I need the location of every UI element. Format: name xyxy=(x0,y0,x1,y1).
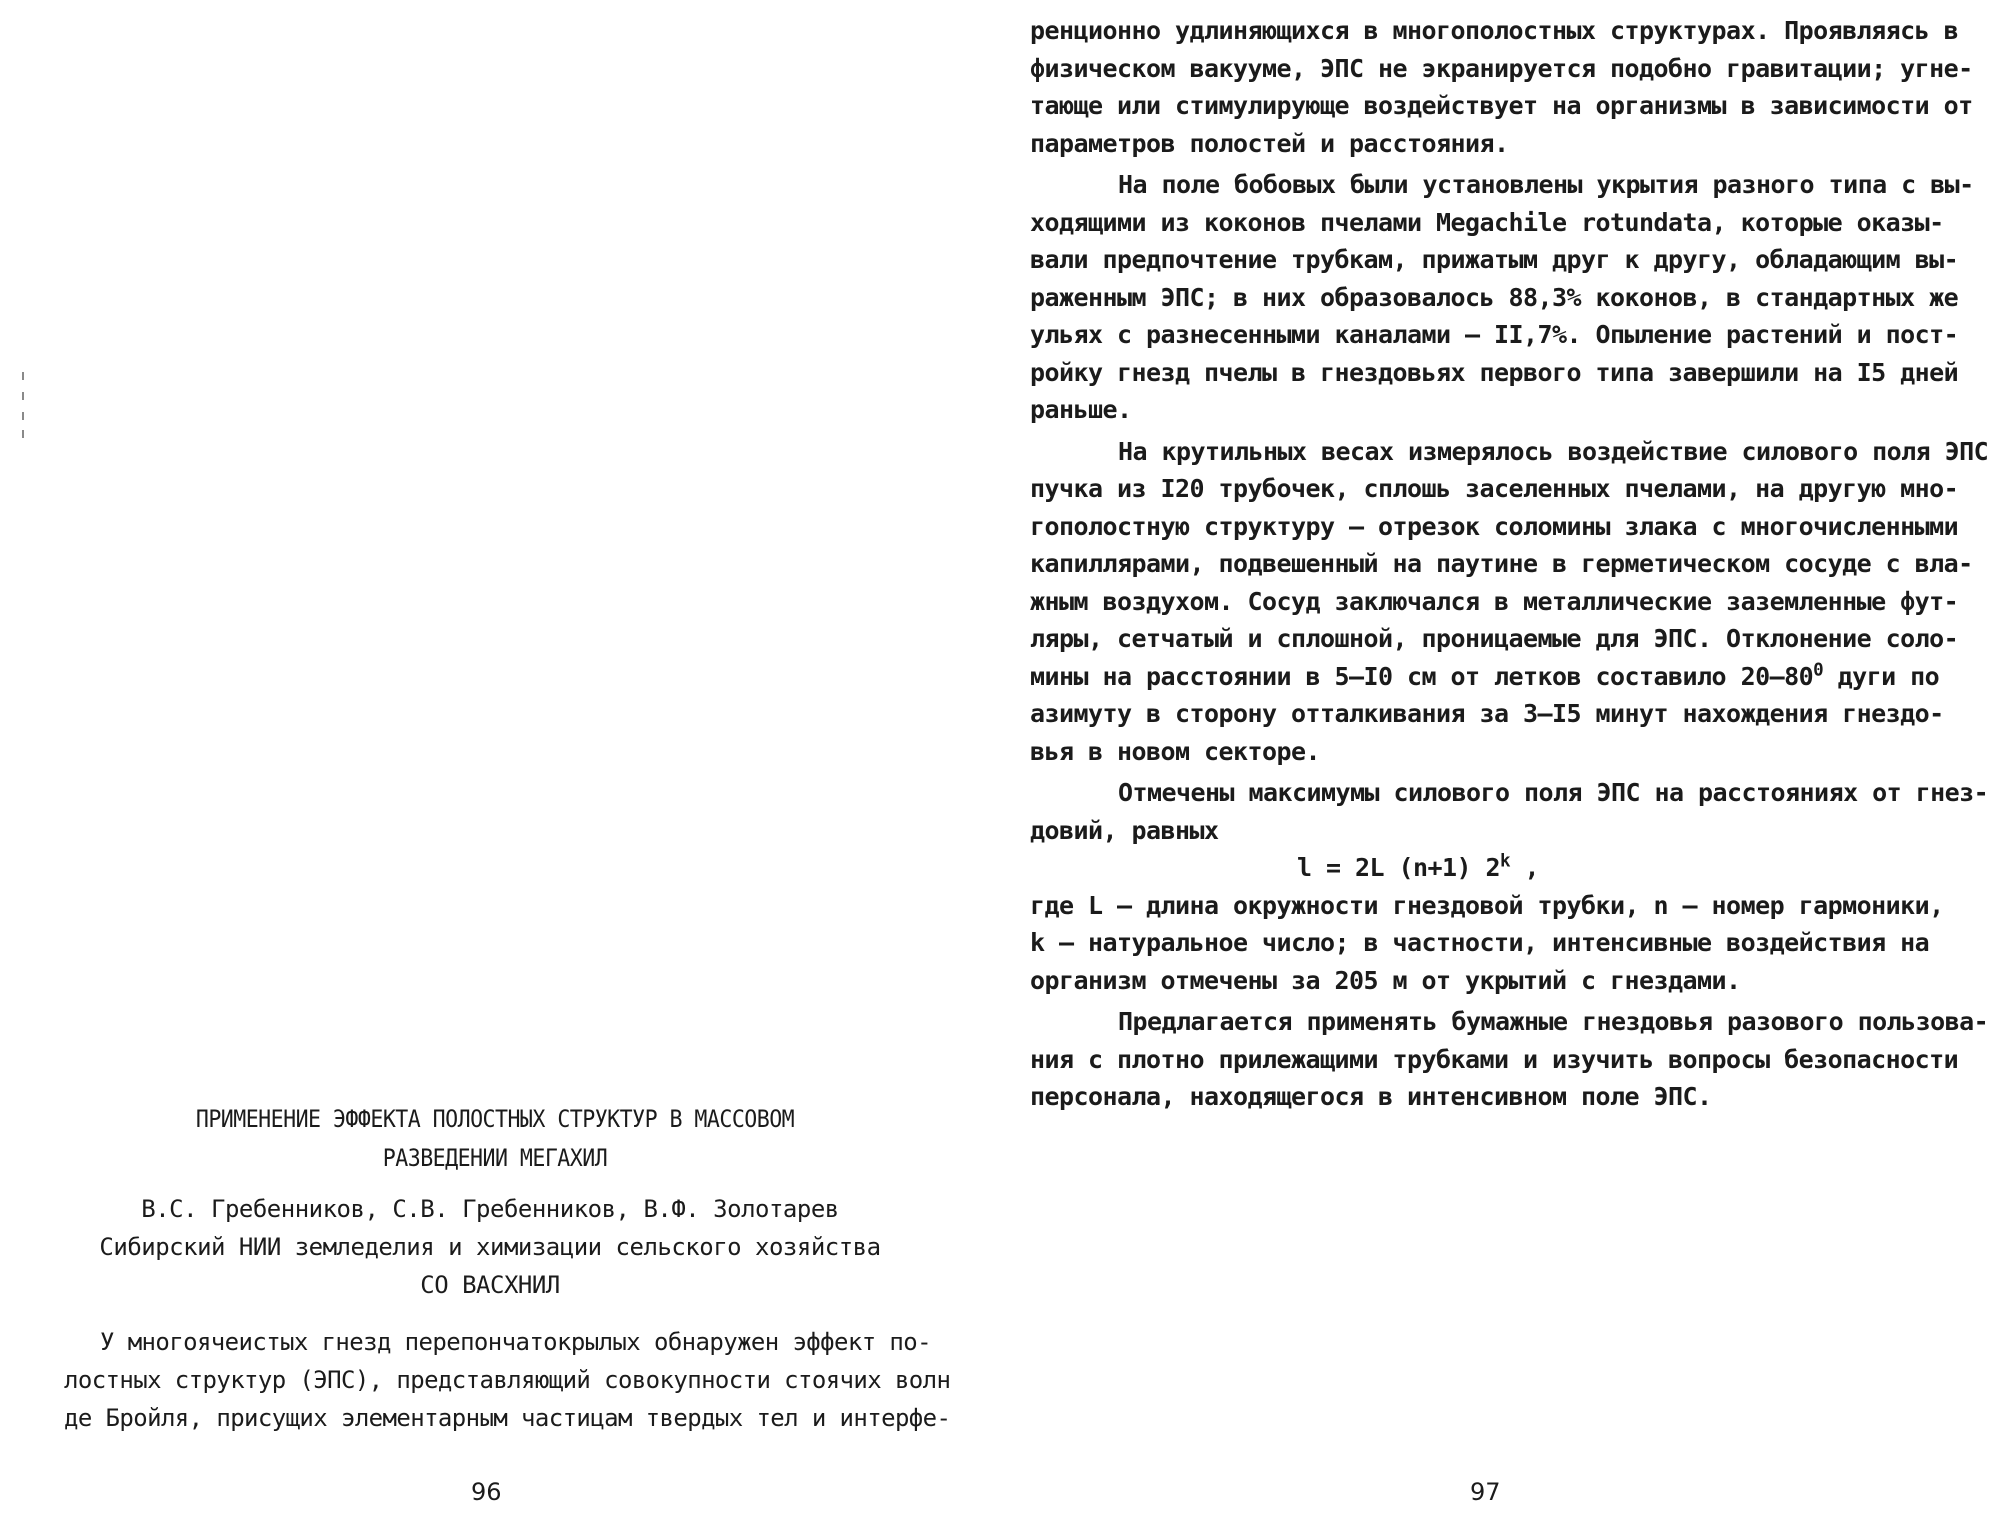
formula-exponent: k xyxy=(1500,851,1511,872)
body-line: капиллярами, подвешенный на паутине в герметическом сосуде с вла- xyxy=(1030,549,1973,578)
body-line: ляры, сетчатый и сплошной, проницаемые для ЭПС. Отклонение соло- xyxy=(1030,624,1959,653)
body-line: k – натуральное число; в частности, интенсивные воздействия на xyxy=(1030,928,1930,957)
right-body-text xyxy=(1030,12,1990,1116)
article-title-line: РАЗВЕДЕНИИ МЕГАХИЛ xyxy=(382,1144,608,1172)
body-line: На крутильных весах измерялось воздействие силового поля ЭПС xyxy=(1118,436,1989,466)
article-title xyxy=(131,1100,860,1178)
body-line: тающе или стимулирующе воздействует на организмы в зависимости от xyxy=(1030,91,1973,120)
body-line: лостных структур (ЭПС), представляющий совокупности стоячих волн xyxy=(64,1366,951,1394)
body-line: персонала, находящегося в интенсивном поле ЭПС. xyxy=(1030,1082,1712,1111)
body-line: Предлагается применять бумажные гнездовья разового пользова- xyxy=(1118,1007,1989,1036)
authors: В.С. Гребенников, С.В. Гребенников, В.Ф. Золотарев xyxy=(141,1195,839,1223)
body-line xyxy=(1030,658,1990,696)
body-line: организм отмечены за 205 м от укрытий с гнездами. xyxy=(1030,965,1741,995)
body-line: раженным ЭПС; в них образовалось 88,3% коконов, в стандартных же xyxy=(1030,282,1959,312)
scan-speck xyxy=(22,430,24,438)
body-line: На поле бобовых были установлены укрытия разного типа с вы- xyxy=(1118,170,1974,199)
authors-block xyxy=(40,1190,940,1304)
body-line: Отмечены максимумы силового поля ЭПС на расстояниях от гнез- xyxy=(1118,778,1989,807)
formula-text: l = 2L (n+1) 2 xyxy=(1297,853,1501,882)
body-line: гополостную структуру – отрезок соломины злака с многочисленными xyxy=(1030,511,1959,541)
body-line: де Бройля, присущих элементарным частицам твердых тел и интерфе- xyxy=(64,1404,951,1432)
body-line: ния с плотно прилежащими трубками и изучить вопросы безопасности xyxy=(1030,1044,1959,1074)
body-line-text: мины на расстоянии в 5–I0 см от летков составило 20–80 xyxy=(1030,661,1814,691)
body-line: ходящими из коконов пчелами Megachile rotundata, которые оказы- xyxy=(1030,207,1944,237)
body-line: параметров полостей и расстояния. xyxy=(1030,128,1509,158)
formula xyxy=(1030,849,1990,887)
scan-speck xyxy=(22,392,24,400)
body-line: пучка из I20 трубочек, сплошь заселенных пчелами, на другую мно- xyxy=(1030,474,1959,503)
scan-speck xyxy=(22,372,24,380)
page-number: 96 xyxy=(471,1478,502,1506)
body-line: вали предпочтение трубкам, прижатым друг к другу, обладающим вы- xyxy=(1030,245,1959,274)
body-line: жным воздухом. Сосуд заключался в металлические заземленные фут- xyxy=(1030,586,1959,616)
body-line: ройку гнезд пчелы в гнездовьях первого типа завершили на I5 дней xyxy=(1030,357,1959,387)
scan-speck xyxy=(22,412,24,420)
body-line: У многоячеистых гнезд перепончатокрылых обнаружен эффект по- xyxy=(100,1328,931,1356)
body-line: ренционно удлиняющихся в многополостных структурах. Проявляясь в xyxy=(1030,16,1959,45)
body-line-tail: дуги по xyxy=(1823,661,1940,691)
body-line: азимуту в сторону отталкивания за 3–I5 минут нахождения гнездо- xyxy=(1030,699,1944,728)
formula-tail: , xyxy=(1510,853,1540,882)
left-body-text xyxy=(64,1323,984,1437)
degree-superscript: 0 xyxy=(1813,659,1824,680)
article-title-line: ПРИМЕНЕНИЕ ЭФФЕКТА ПОЛОСТНЫХ СТРУКТУР В МАССОВОМ xyxy=(195,1105,795,1133)
page-number: 97 xyxy=(1470,1478,1501,1506)
affiliation-line: СО ВАСХНИЛ xyxy=(420,1271,560,1299)
body-line: физическом вакууме, ЭПС не экранируется подобно гравитации; угне- xyxy=(1030,53,1973,83)
body-line: раньше. xyxy=(1030,395,1132,424)
body-line: довий, равных xyxy=(1030,815,1219,845)
body-line: ульях с разнесенными каналами – II,7%. Опыление растений и пост- xyxy=(1030,320,1959,349)
body-line: где L – длина окружности гнездовой трубки, n – номер гармоники, xyxy=(1030,890,1944,920)
right-page xyxy=(1000,0,2000,1519)
affiliation-line: Сибирский НИИ земледелия и химизации сельского хозяйства xyxy=(99,1233,881,1261)
body-line: вья в новом секторе. xyxy=(1030,736,1321,766)
